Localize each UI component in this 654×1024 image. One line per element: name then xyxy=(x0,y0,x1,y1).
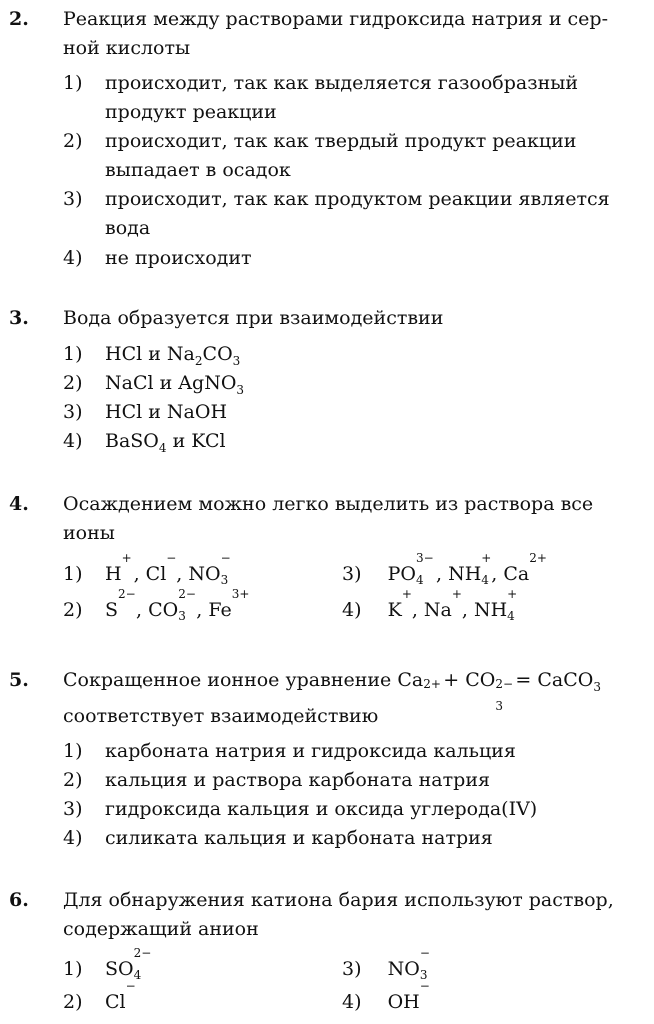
option-6-3: 3) NO − 3 xyxy=(342,946,430,982)
option-4-3: 3) PO 3− 4 , NH + 4 , Ca 2+ xyxy=(342,551,547,587)
question-number: 3. xyxy=(9,307,29,329)
question-text: Вода образуется при взаимодействии xyxy=(63,307,444,329)
question-number: 6. xyxy=(9,889,29,911)
option-6-4: 4) OH − xyxy=(342,979,430,1013)
question-number: 4. xyxy=(9,493,29,515)
question-text: Сокращенное ионное уравнение Ca 2+ + CO 2− 3 = CaCO$_3$ xyxy=(63,669,601,713)
question-text: Осаждением можно легко выделить из раствора все ионы xyxy=(63,493,594,544)
question-number: 2. xyxy=(9,8,29,30)
question-text-line2: соответствует взаимодействию xyxy=(63,705,379,727)
question-text: Реакция между растворами гидроксида натрия и сер- ной кислоты xyxy=(63,8,608,59)
question-number: 5. xyxy=(9,669,29,691)
question-text: Для обнаружения катиона бария используют раствор, содержащий анион xyxy=(63,889,614,940)
option-4-4: 4) K + , Na + , NH + 4 xyxy=(342,587,518,623)
